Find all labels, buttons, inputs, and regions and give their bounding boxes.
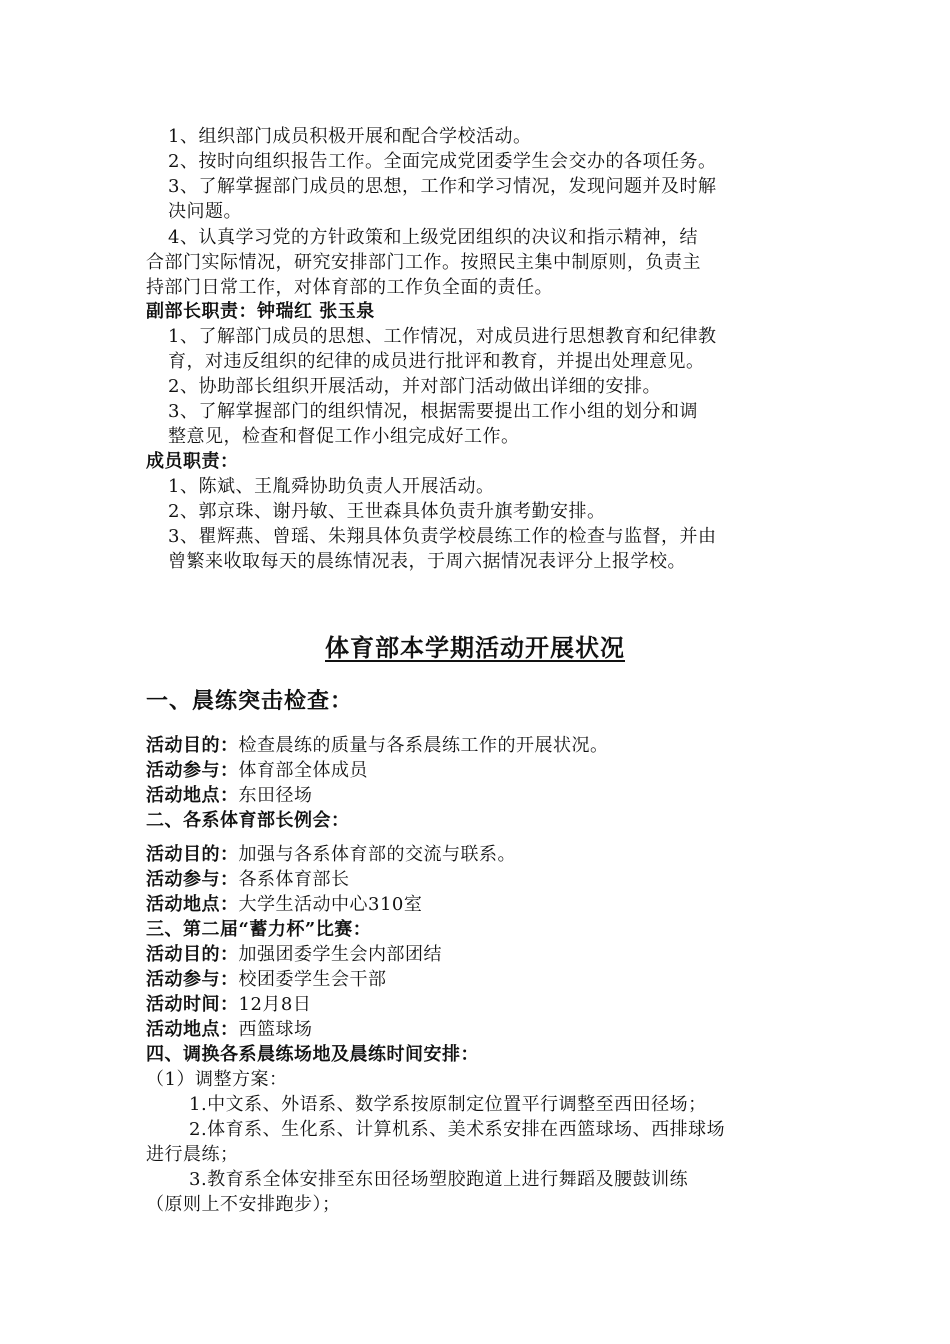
- field-label: 活动参与：: [146, 760, 239, 781]
- field-label: 活动目的：: [146, 844, 239, 865]
- sub-heading: （1）调整方案：: [146, 1069, 288, 1090]
- duty-item: 3、了解掌握部门成员的思想，工作和学习情况，发现问题并及时解: [168, 176, 717, 197]
- page-title: [0, 632, 950, 664]
- duty-item: 整意见，检查和督促工作小组完成好工作。: [168, 426, 520, 447]
- field-value: 12月8日: [238, 994, 312, 1015]
- field-value: 体育部全体成员: [238, 760, 368, 781]
- duty-item: 4、认真学习党的方针政策和上级党团组织的决议和指示精神，结: [168, 227, 698, 248]
- duty-item: 1、组织部门成员积极开展和配合学校活动。: [168, 126, 532, 147]
- activity-location: [146, 893, 422, 917]
- field-label: 活动地点：: [146, 1019, 239, 1040]
- duty-item: 2、郭京珠、谢丹敏、王世森具体负责升旗考勤安排。: [168, 501, 606, 522]
- field-value: 加强团委学生会内部团结: [238, 944, 442, 965]
- duty-item: 3、了解掌握部门的组织情况，根据需要提出工作小组的划分和调: [168, 401, 698, 422]
- section-heading: 四、调换各系晨练场地及晨练时间安排：: [146, 1044, 479, 1065]
- plan-line: 进行晨练；: [146, 1144, 239, 1165]
- activity-purpose: [146, 843, 516, 867]
- field-label: 活动参与：: [146, 969, 239, 990]
- activity-time: [146, 993, 311, 1017]
- section-heading: 一、晨练突击检查：: [146, 688, 354, 714]
- field-value: 东田径场: [238, 785, 313, 806]
- activity-participants: [146, 968, 387, 992]
- field-label: 活动目的：: [146, 735, 239, 756]
- activity-participants: [146, 759, 368, 783]
- page-title-text: 体育部本学期活动开展状况: [325, 633, 625, 662]
- field-label: 活动时间：: [146, 994, 239, 1015]
- field-label: 活动目的：: [146, 944, 239, 965]
- plan-line: （原则上不安排跑步）；: [146, 1194, 341, 1215]
- field-label: 活动地点：: [146, 894, 239, 915]
- section-heading: 三、第二届“蓄力杯”比赛：: [146, 919, 372, 940]
- plan-line: 2.体育系、生化系、计算机系、美术系安排在西篮球场、西排球场: [189, 1119, 726, 1140]
- duty-item: 曾繁来收取每天的晨练情况表，于周六据情况表评分上报学校。: [168, 551, 686, 572]
- activity-location: [146, 1018, 313, 1042]
- duty-item: 育，对违反组织的纪律的成员进行批评和教育，并提出处理意见。: [168, 351, 705, 372]
- section-heading: 二、各系体育部长例会：: [146, 810, 350, 831]
- duty-item: 1、了解部门成员的思想、工作情况，对成员进行思想教育和纪律教: [168, 326, 717, 347]
- activity-purpose: [146, 943, 442, 967]
- duty-item: 2、协助部长组织开展活动，并对部门活动做出详细的安排。: [168, 376, 661, 397]
- duty-item: 2、按时向组织报告工作。全面完成党团委学生会交办的各项任务。: [168, 151, 717, 172]
- duty-item: 决问题。: [168, 201, 242, 222]
- duty-item: 持部门日常工作，对体育部的工作负全面的责任。: [146, 277, 553, 298]
- activity-location: [146, 784, 313, 808]
- field-value: 大学生活动中心310室: [238, 894, 423, 915]
- vice-minister-heading: 副部长职责：钟瑞红 张玉泉: [146, 301, 375, 322]
- field-value: 各系体育部长: [238, 869, 350, 890]
- field-value: 加强与各系体育部的交流与联系。: [238, 844, 516, 865]
- field-value: 西篮球场: [238, 1019, 313, 1040]
- duty-item: 合部门实际情况，研究安排部门工作。按照民主集中制原则，负责主: [146, 252, 701, 273]
- field-value: 校团委学生会干部: [238, 969, 387, 990]
- duty-item: 3、瞿辉燕、曾瑶、朱翔具体负责学校晨练工作的检查与监督，并由: [168, 526, 717, 547]
- field-value: 检查晨练的质量与各系晨练工作的开展状况。: [238, 735, 609, 756]
- plan-line: 1.中文系、外语系、数学系按原制定位置平行调整至西田径场；: [189, 1094, 707, 1115]
- plan-line: 3.教育系全体安排至东田径场塑胶跑道上进行舞蹈及腰鼓训练: [189, 1169, 689, 1190]
- members-heading: 成员职责：: [146, 451, 239, 472]
- duty-item: 1、陈斌、王胤舜协助负责人开展活动。: [168, 476, 495, 497]
- field-label: 活动地点：: [146, 785, 239, 806]
- field-label: 活动参与：: [146, 869, 239, 890]
- activity-participants: [146, 868, 350, 892]
- activity-purpose: [146, 734, 609, 758]
